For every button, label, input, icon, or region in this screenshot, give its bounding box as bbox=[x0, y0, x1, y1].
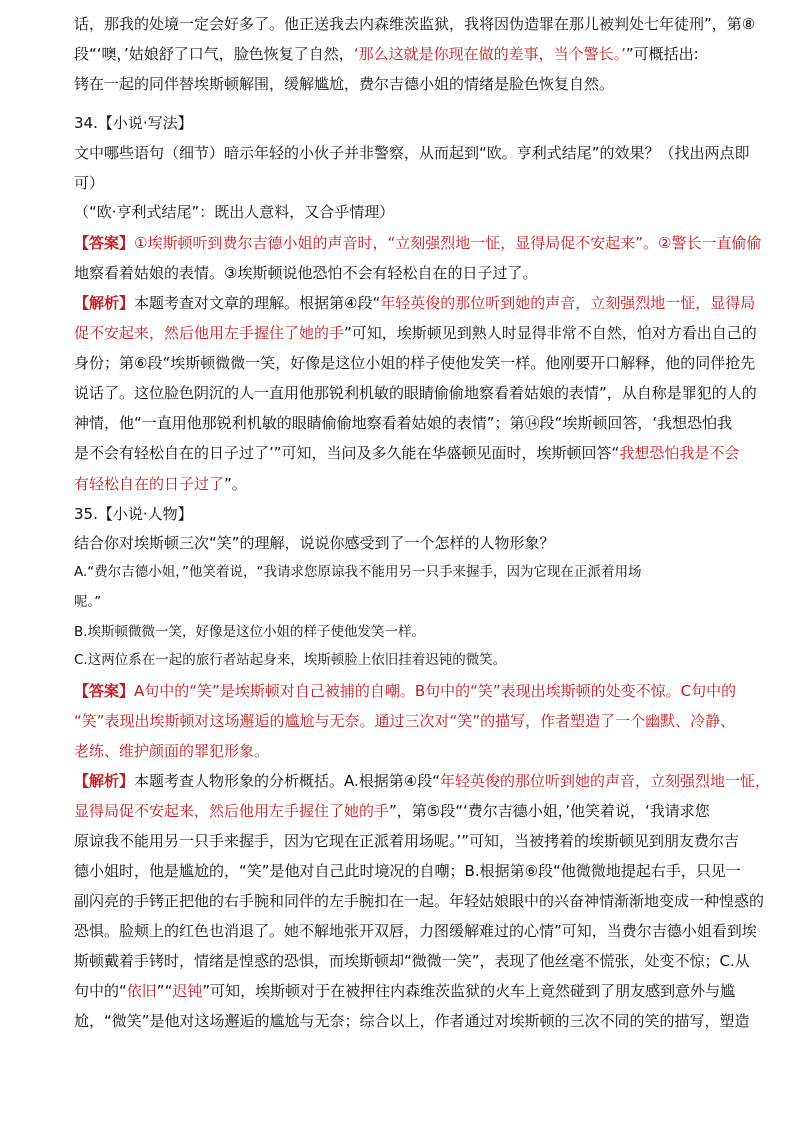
text-segment: ”。 bbox=[224, 475, 247, 493]
text-segment: 身份；第⑥段“埃斯顿微微一笑，好像是这位小姐的样子使他发笑一样。他刚要开口解释，他的同伴抢先 bbox=[74, 354, 756, 372]
text-line bbox=[74, 383, 757, 403]
text-line bbox=[74, 14, 755, 34]
text-line bbox=[74, 533, 555, 553]
text-segment: 神情，他“一直用他那锐利机敏的眼睛偷偷地察看着姑娘的表情”；第⑭段“埃斯顿回答，‘我想恐怕我 bbox=[74, 414, 733, 432]
text-segment: （“欧·亨利式结尾”：既出人意料，又合乎情理） bbox=[74, 203, 395, 221]
text-line bbox=[74, 233, 761, 253]
text-segment: 说话了。这位脸色阴沉的人一直用他那锐利机敏的眼睛偷偷地察看着姑娘的表情”，从自称是罪犯的人的 bbox=[74, 384, 757, 402]
text-segment: 34.【小说·写法】 bbox=[74, 114, 193, 132]
text-segment: 本题考查人物形象的分析概括。A.根据第④段“ bbox=[134, 772, 441, 790]
section-tag: 【解析】 bbox=[74, 772, 135, 790]
text-line bbox=[74, 44, 699, 64]
text-segment: 35.【小说·人物】 bbox=[74, 505, 193, 523]
text-line bbox=[74, 801, 710, 821]
text-line bbox=[74, 711, 735, 731]
text-segment: C.这两位系在一起的旅行者站起身来，埃斯顿脸上依旧挂着迟钝的微笑。 bbox=[74, 652, 507, 668]
text-segment: ”，第⑤段“‘费尔吉德小姐，’他笑着说，‘我请求您 bbox=[389, 802, 710, 820]
text-segment: 话，那我的处境一定会好多了。他正送我去内森维茨监狱，我将因伪造罪在那儿被判处七年徒刑”，第⑧ bbox=[74, 15, 756, 33]
text-line bbox=[74, 474, 247, 494]
text-segment: 迟钝 bbox=[172, 982, 203, 1000]
text-line bbox=[74, 74, 614, 94]
text-line bbox=[74, 413, 732, 433]
text-segment: 老练、维护颜面的罪犯形象。 bbox=[74, 742, 270, 760]
text-line bbox=[74, 293, 755, 313]
text-segment: 句中的“ bbox=[74, 982, 127, 1000]
text-segment: ”“ bbox=[156, 982, 173, 1000]
text-segment: 段“‘噢，’姑娘舒了口气，脸色恢复了自然， bbox=[74, 45, 354, 63]
text-segment: 依旧 bbox=[126, 982, 157, 1000]
text-line bbox=[74, 951, 750, 971]
text-line bbox=[74, 592, 101, 612]
text-segment: ”可知，埃斯顿见到熟人时显得非常不自然，怕对方看出自己的 bbox=[344, 324, 757, 342]
text-segment: 呢。” bbox=[74, 594, 102, 610]
text-line bbox=[74, 143, 750, 163]
text-segment: 铐在一起的同伴替埃斯顿解围，缓解尴尬，费尔吉德小姐的情绪是脸色恢复自然。 bbox=[74, 75, 615, 93]
text-line bbox=[74, 173, 104, 193]
text-segment: 我想恐怕我是不会 bbox=[619, 444, 740, 462]
text-line bbox=[74, 741, 269, 761]
text-segment: ①埃斯顿听到费尔吉德小姐的声音时，“立刻强烈地一怔，显得局促不安起来”。②警长一直偷偷 bbox=[134, 234, 762, 252]
text-line bbox=[74, 323, 757, 343]
text-line bbox=[74, 771, 770, 791]
text-segment: 文中哪些语句（细节）暗示年轻的小伙子并非警察，从而起到“欧。亨利式结尾”的效果？（找出两点即 bbox=[74, 144, 750, 162]
text-line bbox=[74, 353, 755, 373]
text-segment: A.“费尔吉德小姐，”他笑着说，“我请求您原谅我不能用另一只手来握手，因为它现在正派着用场 bbox=[74, 564, 642, 580]
text-segment: 斯顿戴着手铐时，情绪是惶惑的恐惧，而埃斯顿却“微微一笑”，表现了他丝毫不慌张，处变不惊；C.从 bbox=[74, 952, 750, 970]
text-segment: 本题考查对文章的理解。根据第④段“ bbox=[134, 294, 381, 312]
text-segment: ‘那么这就是你现在做的差事，当个警长。’ bbox=[353, 45, 626, 63]
text-segment: 副闪亮的手铐正把他的右手腕和同伴的左手腕扣在一起。年轻姑娘眼中的兴奋神情渐渐地变成一种惶惑的 bbox=[74, 892, 765, 910]
text-line bbox=[74, 831, 739, 851]
text-segment: A句中的“笑”是埃斯顿对自己被捕的自嘲。B句中的“笑”表现出埃斯顿的处变不惊。C句中的 bbox=[134, 682, 737, 700]
text-line bbox=[74, 562, 642, 582]
text-segment: 地察看着姑娘的表情。③埃斯顿说他恐怕不会有轻松自在的日子过了。 bbox=[74, 264, 538, 282]
text-line bbox=[74, 681, 736, 701]
section-tag: 【解析】 bbox=[74, 294, 135, 312]
text-line bbox=[74, 861, 741, 881]
text-segment: 显得局促不安起来，然后他用左手握住了她的手 bbox=[74, 802, 390, 820]
section-tag: 【答案】 bbox=[74, 234, 135, 252]
text-segment: 原谅我不能用另一只手来握手，因为它现在正派着用场呢。’”可知，当被拷着的埃斯顿见到朋友费尔吉 bbox=[74, 832, 740, 850]
text-segment: 可） bbox=[74, 174, 105, 192]
text-line bbox=[74, 981, 735, 1001]
text-segment: 是不会有轻松自在的日子过了’”可知，当问及多久能在华盛顿见面时，埃斯顿回答“ bbox=[74, 444, 620, 462]
text-line bbox=[74, 504, 193, 524]
text-line bbox=[74, 891, 764, 911]
text-line bbox=[74, 921, 757, 941]
text-line bbox=[74, 263, 537, 283]
text-line bbox=[74, 1011, 750, 1031]
text-line bbox=[74, 650, 506, 670]
text-line bbox=[74, 202, 394, 222]
text-segment: 年轻英俊的那位听到她的声音，立刻强烈地一怔， bbox=[440, 772, 771, 790]
text-line bbox=[74, 622, 425, 642]
text-segment: 促不安起来，然后他用左手握住了她的手 bbox=[74, 324, 345, 342]
text-segment: B.埃斯顿微微一笑，好像是这位小姐的样子使他发笑一样。 bbox=[74, 624, 426, 640]
text-segment: 德小姐时，他是尴尬的，“笑”是他对自己此时境况的自嘲；B.根据第⑥段“他微微地提起右手，只见一 bbox=[74, 862, 741, 880]
text-segment: 结合你对埃斯顿三次“笑”的理解，说说你感受到了一个怎样的人物形象？ bbox=[74, 534, 555, 552]
text-segment: 年轻英俊的那位听到她的声音，立刻强烈地一怔，显得局 bbox=[380, 294, 756, 312]
text-segment: “笑”表现出埃斯顿对这场邂逅的尴尬与无奈。通过三次对“笑”的描写，作者塑造了一个幽默、冷静、 bbox=[74, 712, 736, 730]
text-line bbox=[74, 443, 739, 463]
text-segment: 恐惧。脸颊上的红色也消退了。她不解地张开双唇，力图缓解难过的心情”可知，当费尔吉德小姐看到埃 bbox=[74, 922, 757, 940]
text-segment: ”可概括出: bbox=[625, 45, 699, 63]
text-line bbox=[74, 113, 193, 133]
text-segment: ”可知，埃斯顿对于在被押往内森维茨监狱的火车上竟然碰到了朋友感到意外与尴 bbox=[202, 982, 736, 1000]
text-segment: 尬，“微笑”是他对这场邂逅的尴尬与无奈；综合以上，作者通过对埃斯顿的三次不同的笑的描写，塑造 bbox=[74, 1012, 750, 1030]
section-tag: 【答案】 bbox=[74, 682, 135, 700]
text-segment: 有轻松自在的日子过了 bbox=[74, 475, 225, 493]
